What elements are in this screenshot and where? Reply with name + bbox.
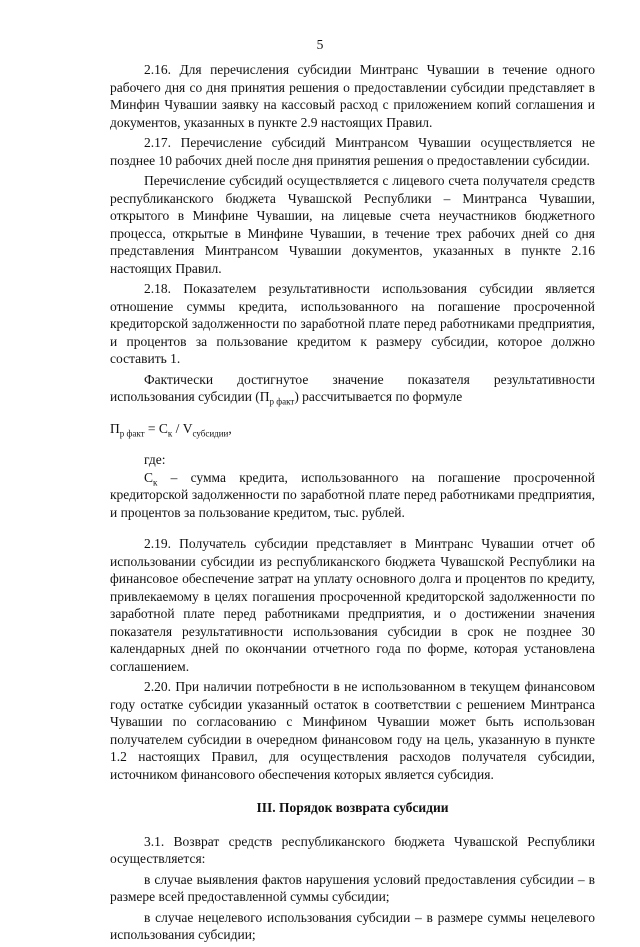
formula (110, 420, 595, 438)
paragraph-fact-value (110, 371, 595, 406)
paragraph-2-18: 2.18. Показателем результативности использования субсидии является отношение суммы кредита, использованного на погашение просроченной кредиторской задолженности по заработной плате перед работниками предприятия, и процентов за пользование кредитом к размеру субсидии, которое должно составить 1. (110, 281, 595, 366)
page-number: 5 (316, 37, 324, 52)
paragraph-2-19: 2.19. Получатель субсидии представляет в Минтранс Чувашии отчет об использовании субсидии из республиканского бюджета Чувашской Республики на финансовое обеспечение затрат на уплату основного долга и процентов по кредиту, привлекаемому в целях погашения просроченной кредиторской задолженности по заработной плате перед работниками предприятия, и о достижении значения показателя результативности использования субсидии в срок не позднее 30 календарных дней по окончании отчетного года по форме, которая установлена соглашением. (110, 536, 595, 674)
where-label: где: (144, 452, 166, 467)
fact-subscript: р факт (269, 396, 295, 407)
formula-div: / V (172, 420, 193, 436)
formula-c-sub: к (167, 428, 173, 439)
fact-text-after: ) рассчитывается по формуле (294, 389, 463, 404)
document-body (110, 61, 595, 947)
ck-text: – сумма кредита, использованного на погашение просроченной кредиторской задолженности по заработной плате перед работниками предприятия, и процентов за пользование кредитом, тыс. рублей. (110, 469, 595, 520)
formula-p-sub: р факт (119, 428, 145, 439)
section-heading: III. Порядок возврата субсидии (256, 800, 449, 815)
paragraph-2-16: 2.16. Для перечисления субсидии Минтранс Чувашии в течение одного рабочего дня со дня принятия решения о предоставлении субсидии представляет в Минфин Чувашии заявку на кассовый расход с приложением копий соглашения и документов, указанных в пункте 2.9 настоящих Правил. (110, 62, 595, 130)
paragraph-2-20: 2.20. При наличии потребности в не использованном в текущем финансовом году остатке субсидии указанный остаток в соответствии с решением Минтранса Чувашии по согласованию с Минфином Чувашии может быть использован получателем субсидии в очередном финансовом году на цель, указанную в пункте 1.2 настоящих Правил, для осуществления расходов получателя субсидии, источником финансового обеспечения которых является субсидия. (110, 679, 595, 782)
fact-text-before: Фактически достигнутое значение показателя результативности использования субсидии (П (110, 371, 595, 404)
paragraph-violation: в случае выявления фактов нарушения условий предоставления субсидии – в размере всей предоставленной суммы субсидии; (110, 871, 595, 904)
paragraph-3-1: 3.1. Возврат средств республиканского бюджета Чувашской Республики осуществляется: (110, 833, 595, 866)
paragraph-transfer: Перечисление субсидий осуществляется с лицевого счета получателя средств республиканского бюджета Чувашской Республики – Минтранса Чувашии, открытого в Минфине Чувашии, на лицевые счета неучастников бюджетного процесса, открытые в Минфине Чувашии, в течение трех рабочих дней со дня представления Минтрансом Чувашии документов, указанных в пункте 2.16 настоящих Правил. (110, 173, 595, 276)
ck-definition (110, 469, 595, 522)
ck-symbol: С (144, 469, 154, 485)
paragraph-2-17: 2.17. Перечисление субсидий Минтрансом Чувашии осуществляется не позднее 10 рабочих дней после дня принятия решения о предоставлении субсидии. (110, 135, 595, 168)
paragraph-misuse: в случае нецелевого использования субсидии – в размере суммы нецелевого использования субсидии; (110, 909, 595, 942)
formula-eq: = С (144, 420, 168, 436)
formula-p: П (110, 420, 120, 436)
formula-v-sub: субсидии (192, 428, 229, 439)
formula-end: , (228, 420, 232, 436)
ck-subscript: к (153, 477, 158, 488)
